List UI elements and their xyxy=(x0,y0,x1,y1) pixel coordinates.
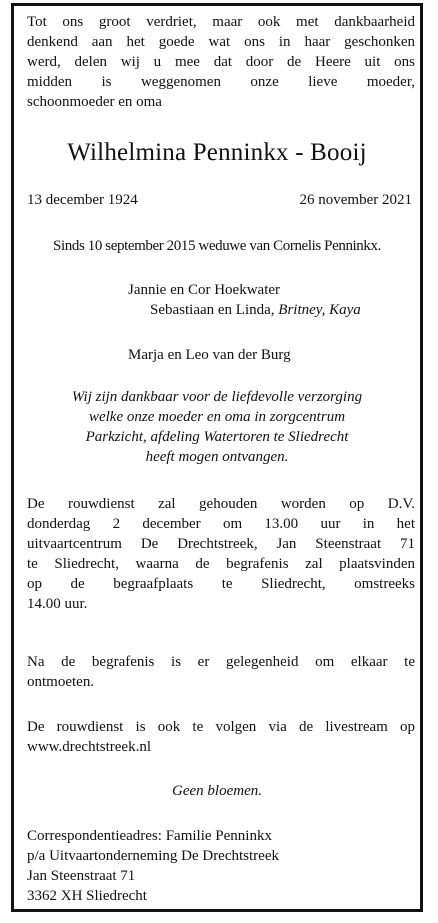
intro-line: schoonmoeder en oma xyxy=(27,94,162,110)
livestream-url: www.drechtstreek.nl xyxy=(27,739,151,755)
family-line-names: Sebastiaan en Linda, xyxy=(150,302,279,318)
meeting-line: Na de begrafenis is er gelegenheid om elkaar te xyxy=(27,654,415,670)
service-line: donderdag 2 december om 13.00 uur in het xyxy=(27,516,415,532)
family-line: Marja en Leo van der Burg xyxy=(128,347,291,363)
address-line: p/a Uitvaartonderneming De Drechtstreek xyxy=(27,848,279,864)
service-line: te Sliedrecht, waarna de begrafenis zal plaatsvinden xyxy=(27,556,415,572)
no-flowers-note: Geen bloemen. xyxy=(172,783,262,799)
intro-line: Tot ons groot verdriet, maar ook met dankbaarheid xyxy=(27,14,415,30)
death-notice-card xyxy=(11,3,423,912)
livestream-line: De rouwdienst is ook te volgen via de livestream op xyxy=(27,719,415,735)
intro-line: denkend aan het goede wat ons in haar geschonken xyxy=(27,34,415,50)
birth-date: 13 december 1924 xyxy=(27,192,138,208)
grandchildren-names: Britney, Kaya xyxy=(278,302,361,318)
widow-line: Sinds 10 september 2015 weduwe van Cornelis Penninkx. xyxy=(53,238,381,254)
intro-paragraph xyxy=(27,12,415,112)
intro-line: midden is weggenomen onze lieve moeder, xyxy=(27,74,415,90)
service-line: uitvaartcentrum De Drechtstreek, Jan Steenstraat 71 xyxy=(27,536,415,552)
thanks-paragraph xyxy=(14,387,420,467)
address-line: Jan Steenstraat 71 xyxy=(27,868,136,884)
service-line: op de begraafplaats te Sliedrecht, omstreeks xyxy=(27,576,415,592)
thanks-line: welke onze moeder en oma in zorgcentrum xyxy=(88,409,346,425)
death-date: 26 november 2021 xyxy=(299,192,412,208)
deceased-name: Wilhelmina Penninkx - Booij xyxy=(67,139,367,166)
service-line: 14.00 uur. xyxy=(27,596,88,612)
correspondence-address xyxy=(27,826,415,906)
family-line xyxy=(150,300,361,320)
intro-line: werd, delen wij u mee dat door de Heere uit ons xyxy=(27,54,415,70)
meeting-line: ontmoeten. xyxy=(27,674,95,690)
service-paragraph xyxy=(27,494,415,614)
livestream-paragraph xyxy=(27,717,415,757)
family-line: Jannie en Cor Hoekwater xyxy=(128,282,281,298)
thanks-line: heeft mogen ontvangen. xyxy=(145,449,289,465)
life-dates xyxy=(27,190,412,210)
thanks-line: Wij zijn dankbaar voor de liefdevolle verzorging xyxy=(71,389,363,405)
thanks-line: Parkzicht, afdeling Watertoren te Sliedrecht xyxy=(85,429,349,445)
meeting-paragraph xyxy=(27,652,415,692)
address-line: 3362 XH Sliedrecht xyxy=(27,888,147,904)
service-line: De rouwdienst zal gehouden worden op D.V. xyxy=(27,496,415,512)
address-line: Correspondentieadres: Familie Penninkx xyxy=(27,828,272,844)
